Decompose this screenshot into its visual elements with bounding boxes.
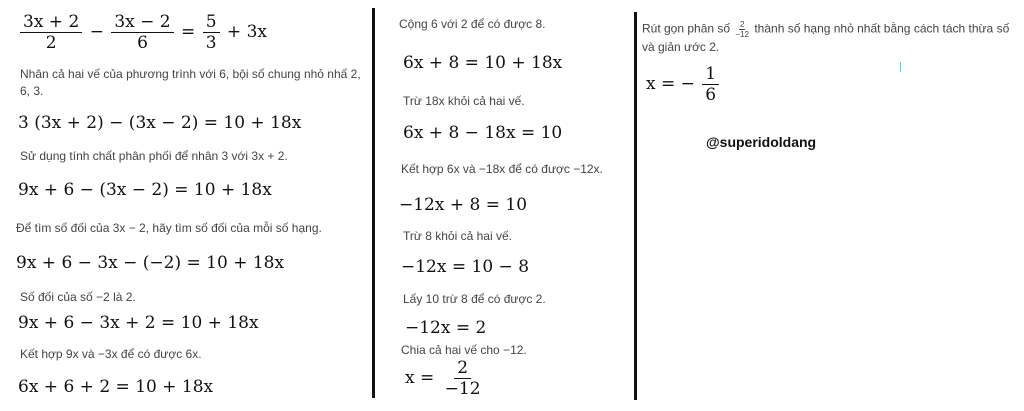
fraction-denominator: 6 [705, 85, 717, 105]
fraction-denominator: −12 [444, 379, 481, 399]
column-divider-2 [634, 12, 637, 400]
equation-1: 6x + 8 = 10 + 18x [403, 53, 563, 73]
equation-3: 9x + 6 − (3x − 2) = 10 + 18x [18, 180, 272, 200]
equation-5: −12x = 2 [405, 318, 487, 338]
text-cursor [900, 62, 901, 72]
step-note-2: Sử dụng tính chất phân phối để nhân 3 với 3x + 2. [20, 149, 288, 163]
step-note-1: Nhân cả hai vế của phương trình với 6, bội số chung nhỏ nhấ 2, 6, 3. [20, 67, 361, 98]
column-1 [0, 0, 372, 411]
equation-1 [646, 64, 721, 105]
step-note-5: Lấy 10 trừ 8 để có được 2. [403, 292, 546, 306]
fraction-numerator: 2 [454, 358, 471, 379]
note-text: thành số hạng nhỏ nhất bằng cách tách thừa số [754, 21, 1010, 36]
equation-term: x = − [646, 74, 695, 94]
equation-1 [18, 12, 267, 53]
step-note-3: Để tìm số đối của 3x − 2, hãy tìm số đối của mỗi số hạng. [16, 221, 322, 235]
equation-2: 3 (3x + 2) − (3x − 2) = 10 + 18x [18, 113, 302, 133]
fraction-numerator: 2 [739, 20, 745, 29]
fraction-denominator: 3 [205, 33, 217, 53]
step-note-1 [642, 20, 1022, 56]
equation-4: −12x = 10 − 8 [401, 257, 530, 277]
fraction-denominator: −12 [735, 30, 749, 39]
column-2 [375, 0, 635, 411]
fraction-numerator: 3x + 2 [20, 12, 82, 33]
step-note-1: Cộng 6 với 2 để có được 8. [399, 17, 546, 31]
step-note-5: Kết hợp 9x và −3x để có được 6x. [20, 347, 202, 361]
fraction-numerator: 1 [702, 64, 719, 85]
column-3 [638, 0, 1024, 411]
fraction-numerator: 3x − 2 [111, 12, 173, 33]
step-note-6: Chia cả hai vế cho −12. [401, 343, 527, 357]
note-text: và giản ước 2. [642, 40, 720, 54]
step-note-2: Trừ 18x khỏi cả hai vế. [403, 94, 525, 108]
inline-fraction [735, 20, 749, 39]
note-text: Rút gọn phân số [642, 21, 731, 36]
fraction-numerator: 5 [203, 12, 220, 33]
equation-2: 6x + 8 − 18x = 10 [403, 123, 563, 143]
equation-6 [405, 358, 486, 399]
watermark: @superidoldang [706, 134, 817, 150]
operator: − [89, 22, 104, 42]
equation-5: 9x + 6 − 3x + 2 = 10 + 18x [18, 313, 259, 333]
step-note-3: Kết hợp 6x và −18x để có được −12x. [401, 162, 603, 176]
equation-3: −12x + 8 = 10 [399, 195, 528, 215]
step-note-4: Trừ 8 khỏi cả hai vế. [403, 229, 512, 243]
equation-term: x = [405, 368, 435, 388]
equation-6: 6x + 6 + 2 = 10 + 18x [18, 377, 214, 397]
step-note-4: Số đối của số −2 là 2. [20, 290, 136, 304]
equation-term: + 3x [226, 22, 267, 42]
fraction-denominator: 2 [45, 33, 57, 53]
fraction-denominator: 6 [137, 33, 148, 53]
equation-4: 9x + 6 − 3x − (−2) = 10 + 18x [16, 253, 285, 273]
operator: = [181, 22, 196, 42]
